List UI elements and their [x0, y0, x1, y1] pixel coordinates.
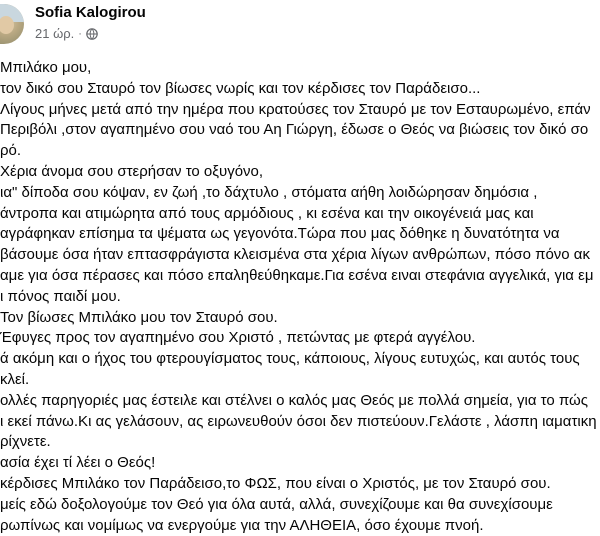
- post-text-line: κλεί.: [0, 370, 30, 388]
- post-text-line: ά ακόμη και ο ήχος του φτερουγίσματος τους, κάποιους, λίγους ευτυχώς, και αυτός τους: [0, 350, 580, 368]
- author-avatar[interactable]: [0, 4, 24, 44]
- post-text-line: Έφυγες προς τον αγαπημένο σου Χριστό , πετώντας με φτερά αγγέλου.: [0, 329, 476, 347]
- post-text-line: άντροπα και ατιμώρητα από τους αρμόδιους , κι εσένα και την οικογένειά μας και: [0, 204, 534, 222]
- post-text-line: ια" δίποδα σου κόψαν, εν ζωή ,το δάχτυλο , στόματα αήθη λοιδώρησαν δημόσια ,: [0, 183, 538, 201]
- post-text-line: ι πόνος παιδί μου.: [0, 287, 121, 305]
- post-text-line: Τον βίωσες Μπιλάκο μου τον Σταυρό σου.: [0, 308, 278, 326]
- post-text-line: Χέρια άνομα σου στερήσαν το οξυγόνο,: [0, 162, 264, 180]
- post-text-line: ρωπίνως και νομίμως να ενεργούμε για την ΑΛΗΘΕΙΑ, όσο έχουμε πνοή.: [0, 516, 484, 534]
- post-text-line: κέρδισες Μπιλάκο τον Παράδεισο,το ΦΩΣ, που είναι ο Χριστός, με τον Σταυρό σου.: [0, 474, 551, 492]
- post-text-line: ασία έχει τί λέει ο Θεός!: [0, 454, 156, 472]
- post-meta: [35, 26, 98, 41]
- post-timestamp[interactable]: 21 ώρ.: [35, 26, 75, 41]
- post-text-line: Μπιλάκο μου,: [0, 59, 92, 76]
- meta-separator: ·: [78, 27, 82, 40]
- post-text-line: αμε για όσα πέρασες και πόσο επαληθεύθηκαμε.Για εσένα ειναι στεφάνια αγγελικά, για εμ: [0, 266, 594, 284]
- post-text-line: Λίγους μήνες μετά από την ημέρα που κρατούσες τον Σταυρό με τον Εσταυρωμένο, επάν: [0, 100, 591, 118]
- post-text-line: αγράφηκαν επίσημα τα ψέματα ως γεγονότα.Τώρα που μας δόθηκε η δυνατότητα να: [0, 225, 560, 243]
- post-header: [0, 0, 600, 56]
- post-body: [0, 58, 600, 536]
- post-text-line: ολλές παρηγοριές μας έστειλε και στέλνει ο καλός μας Θεός με πολλά σημεία, για το πώς: [0, 391, 588, 409]
- post-text-line: ρό.: [0, 142, 22, 160]
- post-text-line: Περιβόλι ,στον αγαπημένο σου ναό του Αη Γιώργη, έδωσε ο Θεός να βιώσεις τον δικό σο: [0, 121, 589, 139]
- post-text-line: ι εκεί πάνω.Κι ας γελάσουν, ας ειρωνευθούν όσοι δεν πιστεύουν.Γελάστε , λάσπη ιαματικη: [0, 412, 597, 430]
- author-name[interactable]: Sofia Kalogirou: [35, 4, 146, 21]
- post-text-line: ρίχνετε.: [0, 433, 51, 451]
- globe-icon[interactable]: [86, 28, 98, 40]
- post-text-line: μείς εδώ δοξολογούμε τον Θεό για όλα αυτά, αλλά, συνεχίζουμε και θα συνεχίσουμε: [0, 495, 553, 513]
- post-text-line: τον δικό σου Σταυρό τον βίωσες νωρίς και τον κέρδισες τον Παράδεισο...: [0, 79, 481, 97]
- post-text-line: βάσουμε όσα ήταν επτασφράγιστα κλεισμένα στα χέρια λίγων ανθρώπων, πόσο πόνο ακ: [0, 246, 590, 264]
